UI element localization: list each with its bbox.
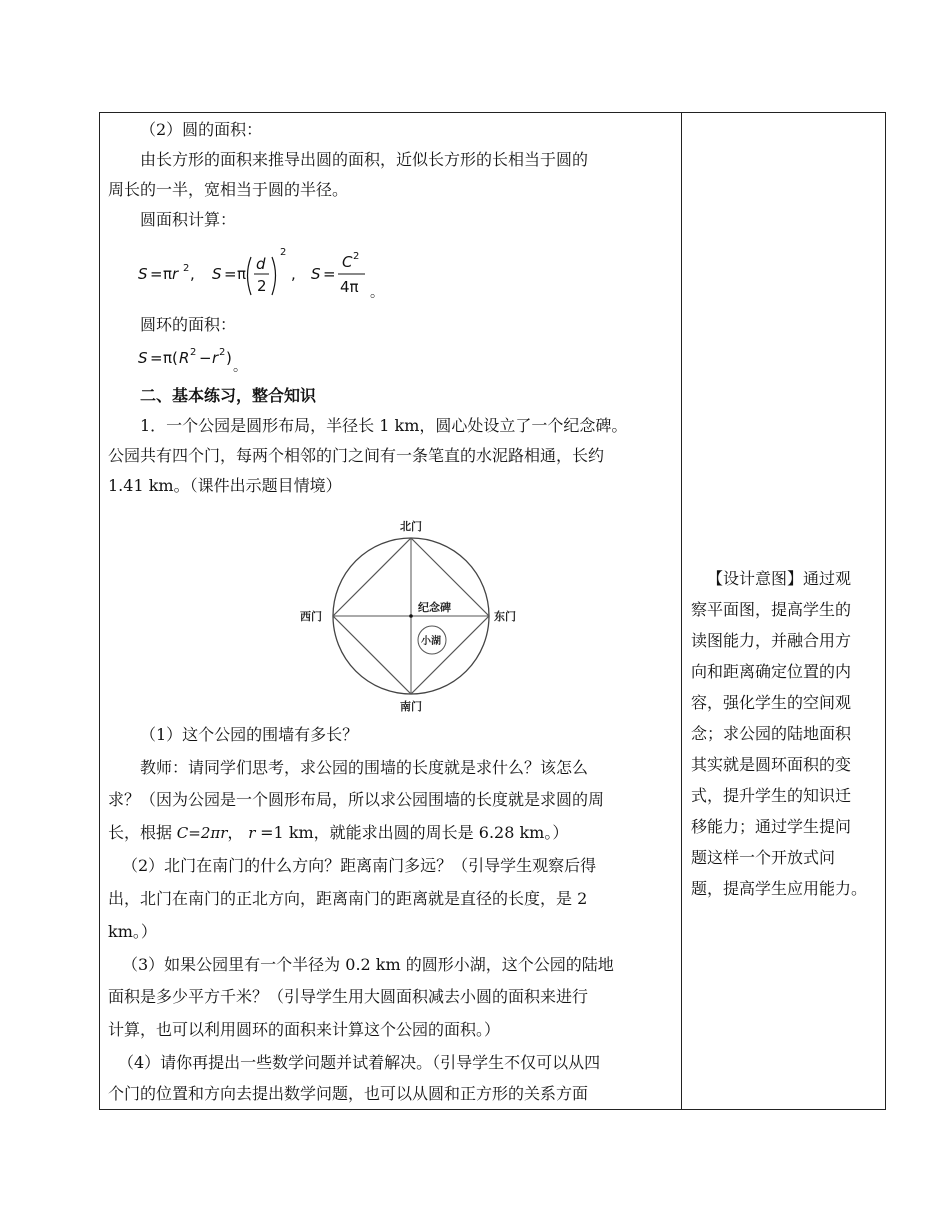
svg-text:S: S bbox=[212, 265, 222, 283]
section-2-title: 二、基本练习，整合知识 bbox=[140, 386, 317, 405]
sub-question-2-line-2: 出，北门在南门的正北方向，距离南门的距离就是直径的长度，是 2 bbox=[108, 889, 588, 908]
design-intent-line: 读图能力，并融合用方 bbox=[691, 631, 852, 650]
teacher-line-3: 长，根据 C=2πr， r =1 km，就能求出圆的周长是 6.28 km。） bbox=[108, 823, 569, 842]
design-intent-line: 向和距离确定位置的内 bbox=[691, 662, 852, 681]
svg-text:d: d bbox=[256, 255, 266, 273]
sub-question-3-line-1: （3）如果公园里有一个半径为 0.2 km 的圆形小湖，这个公园的陆地 bbox=[122, 955, 614, 974]
svg-text:2: 2 bbox=[183, 263, 190, 274]
label-south: 南门 bbox=[400, 700, 422, 713]
design-intent-text bbox=[691, 563, 879, 904]
ring-label: 圆环的面积： bbox=[140, 315, 237, 334]
svg-text:πr: πr bbox=[163, 265, 179, 283]
sub-question-2-line-1: （2）北门在南门的什么方向？距离南门多远？（引导学生观察后得 bbox=[122, 856, 597, 875]
question-1-line-3: 1.41 km。（课件出示题目情境） bbox=[108, 476, 342, 495]
area-formulas bbox=[138, 239, 408, 305]
derivation-line-2: 周长的一半，宽相当于圆的半径。 bbox=[108, 180, 349, 199]
svg-text:S: S bbox=[311, 265, 321, 283]
park-diagram bbox=[290, 513, 530, 718]
svg-text:π: π bbox=[237, 265, 247, 283]
question-1-line-2: 公园共有四个门，每两个相邻的门之间有一条笔直的水泥路相通，长约 bbox=[108, 446, 605, 465]
label-west: 西门 bbox=[300, 610, 322, 623]
svg-text:=: = bbox=[224, 265, 237, 283]
svg-text:=: = bbox=[150, 349, 163, 367]
design-intent-line: 其实就是圆环面积的变 bbox=[691, 755, 852, 774]
svg-text:): ) bbox=[226, 349, 232, 367]
svg-text:−: − bbox=[199, 349, 212, 367]
svg-text:r: r bbox=[212, 349, 219, 367]
svg-text:C: C bbox=[342, 253, 353, 271]
question-1-line-1: 1．一个公园是圆形布局，半径长 1 km，圆心处设立了一个纪念碑。 bbox=[140, 416, 628, 435]
label-monument: 纪念碑 bbox=[418, 601, 451, 614]
label-east: 东门 bbox=[494, 610, 516, 623]
teacher-line-1: 教师：请同学们思考，求公园的围墙的长度就是求什么？该怎么 bbox=[140, 758, 589, 777]
svg-text:,: , bbox=[190, 265, 195, 283]
sub-question-1: （1）这个公园的围墙有多长？ bbox=[140, 725, 359, 744]
area-calc-label: 圆面积计算： bbox=[140, 210, 237, 229]
design-intent-line: 念；求公园的陆地面积 bbox=[691, 724, 852, 743]
ring-formula bbox=[138, 341, 298, 377]
design-intent-line: 【设计意图】通过观 bbox=[707, 569, 852, 588]
area-heading: （2）圆的面积： bbox=[140, 120, 263, 139]
content-column bbox=[100, 113, 681, 1109]
svg-text:,: , bbox=[291, 265, 296, 283]
svg-text:=: = bbox=[323, 265, 336, 283]
svg-text:S: S bbox=[138, 349, 148, 367]
column-divider bbox=[681, 113, 682, 1109]
svg-text:2: 2 bbox=[280, 247, 287, 258]
sub-question-3-line-3: 计算，也可以利用圆环的面积来计算这个公园的面积。） bbox=[108, 1020, 501, 1039]
sub-question-2-line-3: km。） bbox=[108, 922, 157, 941]
design-intent-column bbox=[683, 113, 885, 1109]
teacher-line-2: 求？（因为公园是一个圆形布局，所以求公园围墙的长度就是求圆的周 bbox=[108, 790, 605, 809]
design-intent-line: 察平面图，提高学生的 bbox=[691, 600, 852, 619]
svg-text:2: 2 bbox=[353, 251, 360, 262]
svg-text:。: 。 bbox=[233, 359, 247, 375]
svg-text:4π: 4π bbox=[340, 278, 359, 296]
design-intent-line: 题，提高学生应用能力。 bbox=[691, 879, 868, 898]
label-lake: 小湖 bbox=[421, 636, 441, 647]
svg-text:。: 。 bbox=[370, 285, 384, 301]
svg-text:R: R bbox=[179, 349, 190, 367]
sub-question-4-line-1: （4）请你再提出一些数学问题并试着解决。（引导学生不仅可以从四 bbox=[118, 1053, 601, 1072]
svg-text:=: = bbox=[150, 265, 163, 283]
svg-text:2: 2 bbox=[190, 347, 197, 358]
sub-question-4-line-2: 个门的位置和方向去提出数学问题，也可以从圆和正方形的关系方面 bbox=[108, 1084, 589, 1103]
design-intent-line: 移能力；通过学生提问 bbox=[691, 817, 852, 836]
svg-text:2: 2 bbox=[219, 347, 226, 358]
center-dot bbox=[409, 614, 413, 618]
svg-text:2: 2 bbox=[257, 277, 267, 295]
lesson-table bbox=[99, 112, 886, 1110]
design-intent-line: 式，提升学生的知识迁 bbox=[691, 786, 852, 805]
design-intent-line: 容，强化学生的空间观 bbox=[691, 693, 852, 712]
svg-text:π(: π( bbox=[163, 349, 178, 367]
svg-text:S: S bbox=[138, 265, 148, 283]
design-intent-line: 题这样一个开放式问 bbox=[691, 848, 836, 867]
label-north: 北门 bbox=[400, 520, 422, 533]
derivation-line-1: 由长方形的面积来推导出圆的面积，近似长方形的长相当于圆的 bbox=[140, 150, 589, 169]
sub-question-3-line-2: 面积是多少平方千米？（引导学生用大圆面积减去小圆的面积来进行 bbox=[108, 987, 589, 1006]
